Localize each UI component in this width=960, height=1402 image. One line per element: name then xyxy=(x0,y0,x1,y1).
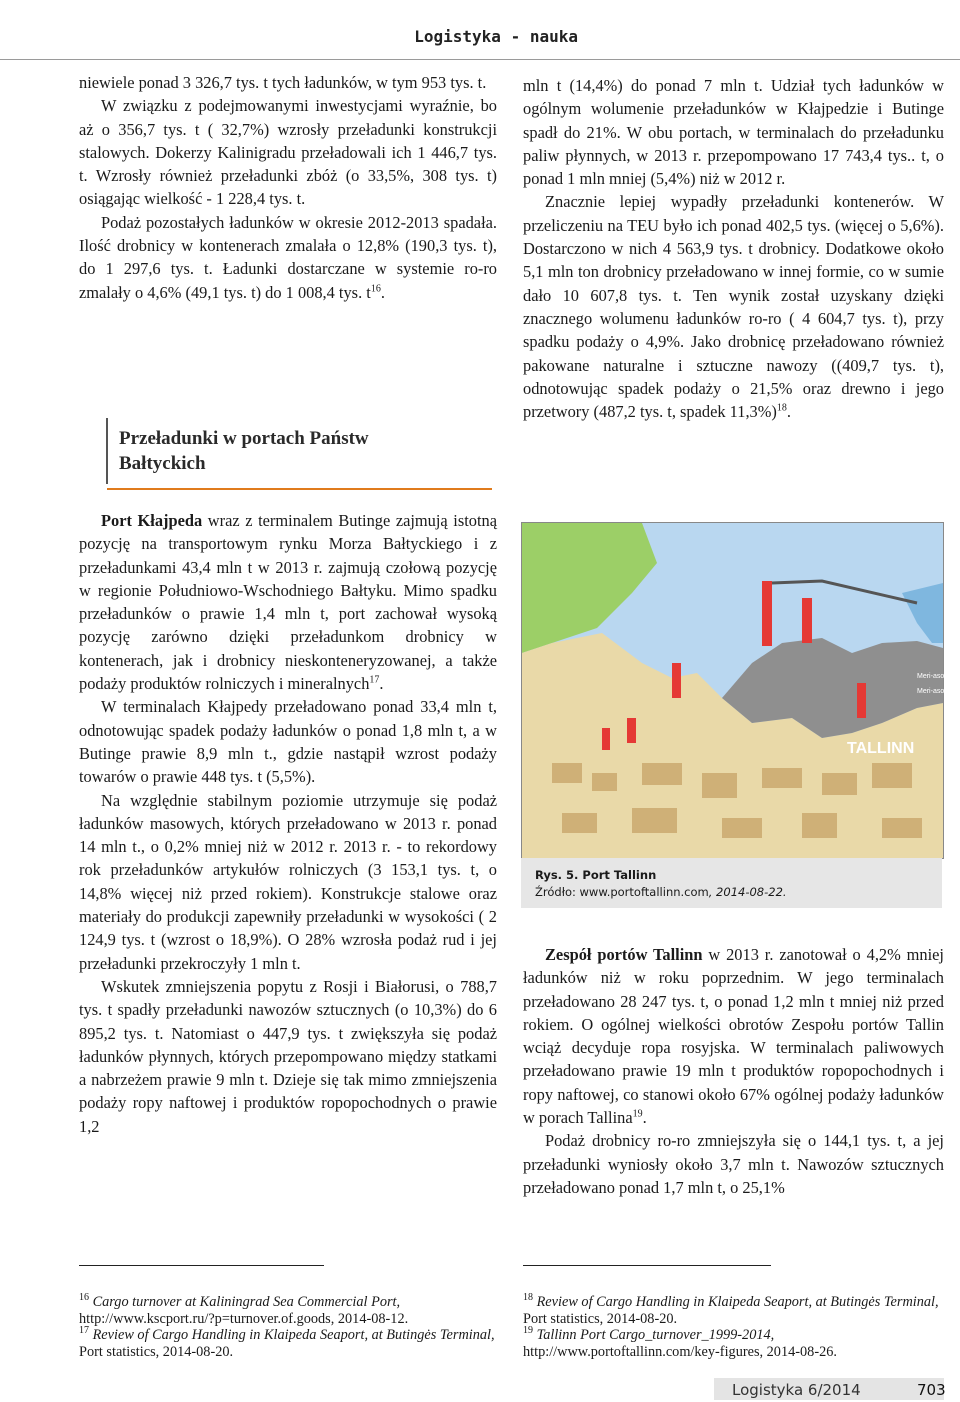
footnote-ref[interactable]: 16 xyxy=(370,283,381,295)
footnotes-right xyxy=(523,1294,944,1361)
right-column-top xyxy=(523,74,944,423)
paragraph: Podaż pozostałych ładunków w okresie 2012-2013 spadała. Ilość drobnicy w kontenerach zmalała o 12,8% (190,3 tys. t), do 1 297,6 tys. t. Ładunki dostarczane w systemie ro-ro zmalały o 4,6% (49,1 tys. t) do 1 008,4 tys. $t^{16}$. xyxy=(79,212,497,302)
paragraph: Podaż drobnicy ro-ro zmniejszyła się o 144,1 tys. t, a jej przeładunki wyniosły około 3,7 mln t. Nawozów sztucznych przeładowano ponad 1,7 mln t, o 25,1% xyxy=(523,1131,944,1197)
left-column-body xyxy=(79,509,497,1138)
ship-marker xyxy=(672,663,681,698)
footnotes-left xyxy=(79,1294,499,1361)
header-divider xyxy=(0,59,960,60)
ship-marker xyxy=(602,728,610,750)
figure-caption xyxy=(521,858,942,908)
paragraph: Na względnie stabilnym poziomie utrzymuje się podaż ładunków masowych, których przeładowano w 2013 r. ponad 14 mln t., o 0,2% mniej niż w 2012 r. 2013 r. - to rekordowy rok przeładunków artykułów rolniczych (3 153,1 tys. t, o 14,8% więcej niż przed rokiem). Konstrukcje stalowe oraz materiały do produkcji zapewniły przeładunki w wysokości ( 2 124,9 tys. t (wzrost o 18,9%). O 28% wzrosła podaż rud i jej przeładunki przekroczyły 1 mln t. xyxy=(79,790,497,973)
footnote-link[interactable]: http://www.kscport.ru/?p=turnover.of.goods, 2014-08-12. xyxy=(79,1310,409,1327)
left-column-top xyxy=(79,71,497,304)
ship-marker xyxy=(627,718,636,743)
map-city-label: TALLINN xyxy=(847,740,915,757)
footnote-divider xyxy=(79,1265,324,1266)
footnote-ref[interactable]: 17 xyxy=(369,674,380,686)
paragraph: Zespół portów Tallinn w 2013 r. zanotował o 4,2% mniej ładunków niż w roku poprzednim. W jego terminalach przeładowano 28 247 tys. t, o ponad 1,2 mln t mniej niż przed rokiem. O ogólnej wielkości obrotów Zespołu portów Tallin wciąż decyduje ropa rosyjska. W terminalach paliwowych przeładowano prawie 19 mln t produktów ropopochodnych i ropy naftowej, co stanowi około 67% ogólnej podaży ładunków w porach Tallina$^{19}$. xyxy=(523,945,944,1128)
port-tallinn-map xyxy=(521,522,951,859)
section-heading: Przeładunki w portach Państw Bałtyckich xyxy=(119,428,369,474)
map-graphic xyxy=(522,523,951,858)
map-sea-label: Meri-asom xyxy=(917,688,951,695)
footnote: $^{18}$ Review of Cargo Handling in Klaipeda Seaport, at Butingės Terminal, Port statistics, 2014-08-20. xyxy=(523,1292,939,1327)
map-sea-label: Meri-asom xyxy=(917,673,951,680)
source-link[interactable]: www.portoftallinn.com xyxy=(579,885,709,899)
paragraph: W związku z podejmowanymi inwestycjami wyraźnie, bo aż o 356,7 tys. t ( 32,7%) wzrosły przeładunki konstrukcji stalowych. Dokerzy Kalinigradu przeładowali ich 1 446,7 tys. t. Wzrosły również przeładunki zbóż (o 33,5%, 308 tys. t) osiągając wielkość - 1 228,4 tys. t. xyxy=(79,96,497,209)
paragraph: W terminalach Kłajpedy przeładowano ponad 33,4 mln t, odnotowując spadek podaży ładunków o ponad 1,8 mln t, a w Butinge prawie 8,9 mln t., gdzie nastąpił wzrost podaży towarów o prawie 448 tys. t (5,5%). xyxy=(79,697,497,787)
footnote-divider xyxy=(523,1265,771,1266)
footnote: $^{17}$ Review of Cargo Handling in Klaipeda Seaport, at Butingės Terminal, Port statistics, 2014-08-20. xyxy=(79,1325,495,1361)
paragraph: niewiele ponad 3 326,7 tys. t tych ładunków, w tym 953 tys. t. xyxy=(79,73,487,92)
paragraph: mln t (14,4%) do ponad 7 mln t. Udział tych ładunków w ogólnym wolumenie przeładunków w Kłajpedzie i Butinge spadł do 21%. W obu portach, w terminalach do przeładunku paliw płynnych, w 2013 r. przepompowano 17 743,4 tys.. t, o ponad 1 mln mniej (5,4%) niż w 2012 r. xyxy=(523,76,944,189)
footnote-link[interactable]: http://www.portoftallinn.com/key-figures, 2014-08-26. xyxy=(523,1344,837,1361)
section-heading-block xyxy=(79,400,499,490)
paragraph: Wskutek zmniejszenia popytu z Rosji i Białorusi, o 788,7 tys. t spadły przeładunki nawozów sztucznych (o 10,3%) do 6 895,2 tys. t. Natomiast o 447,9 tys. t zwiększyła się podaż ładunków płynnych, których przepompowano między statkami a nabrzeżem prawie 9 mln t. Dzieje się tak mimo zmniejszenia podaży ropy naftowej i produktów ropopochodnych o prawie 1,2 xyxy=(79,976,497,1136)
footnote-ref[interactable]: 18 xyxy=(776,402,787,414)
footnote: $^{19}$ Tallinn Port Cargo_turnover_1999-2014, http://www.portoftallinn.com/key-figures, 2014-08-26. xyxy=(523,1325,837,1361)
page-number: 703 xyxy=(917,1381,946,1399)
right-column-body xyxy=(523,943,944,1199)
running-header: Logistyka - nauka xyxy=(414,27,578,46)
footnote-ref[interactable]: 19 xyxy=(632,1108,643,1120)
heading-underline xyxy=(107,488,492,490)
ship-marker xyxy=(802,598,812,643)
figure-label: Rys. 5. Port Tallinn xyxy=(535,868,657,882)
footer-journal: Logistyka 6/2014 xyxy=(732,1381,861,1399)
footnote: $^{16}$ Cargo turnover at Kaliningrad Sea Commercial Port, http://www.kscport.ru/?p=turnover.of.goods, 2014-08-12. xyxy=(79,1292,409,1327)
ship-marker xyxy=(857,683,866,718)
ship-marker xyxy=(762,581,772,646)
paragraph: Znacznie lepiej wypadły przeładunki kontenerów. W przeliczeniu na TEU było ich ponad 402,5 tys. (więcej o 5,6%). Dostarczono w nich 4 563,9 tys. t drobnicy. Dodatkowe około 5,1 mln ton drobnicy przeładowano w innej formie, co w sumie dało 10 607,8 tys. t. Ten wynik został uzyskany dzięki znacznego wolumenu ładunków ro-ro ( 4 604,7 tys. t), przy spadku podaży o 4,9%. Jako drobnicę przeładowano również pakowane naturalne i sztuczne nawozy ((409,7 tys. t), odnotowując spadek podaży o 21,5% oraz drewno i jego przetwory (487,2 tys. t, spadek 11,3%)$^{18}$. xyxy=(523,192,944,422)
paragraph: Port Kłajpeda wraz z terminalem Butinge zajmują istotną pozycję na transportowym rynku Morza Bałtyckiego i z przeładunkami 43,4 mln t w 2013 r. zajmują czołową pozycję w regionie Południowo-Wschodniego Bałtyku. Mimo spadku przeładunków o prawie 1,4 mln t, port zachował wysoką pozycję zarówno dzięki przeładunkom drobnicy w kontenerach, jak i drobnicy nieskonteneryzowanej, a także podaży produktów rolniczych i mineralnych$^{17}$. xyxy=(79,511,498,694)
figure-source: Źródło: www.portoftallinn.com, 2014-08-22. xyxy=(535,885,787,899)
